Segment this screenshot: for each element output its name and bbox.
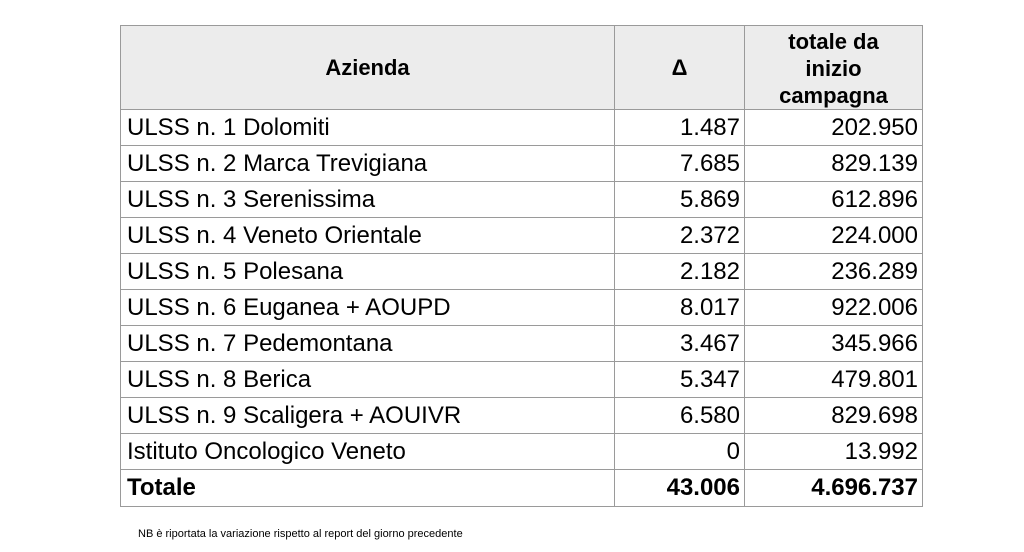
table-row <box>121 218 923 254</box>
row-name: ULSS n. 2 Marca Trevigiana <box>121 146 615 182</box>
row-total: 13.992 <box>745 434 923 470</box>
row-name: ULSS n. 7 Pedemontana <box>121 326 615 362</box>
row-name: ULSS n. 9 Scaligera + AOUIVR <box>121 398 615 434</box>
row-delta: 2.372 <box>615 218 745 254</box>
row-total: 612.896 <box>745 182 923 218</box>
row-delta: 7.685 <box>615 146 745 182</box>
vaccination-table <box>120 25 923 507</box>
table-row <box>121 146 923 182</box>
total-campaign: 4.696.737 <box>745 470 923 507</box>
row-delta: 6.580 <box>615 398 745 434</box>
table-total-row <box>121 470 923 507</box>
table-row <box>121 326 923 362</box>
header-total-campaign-label: totale da inizio campagna <box>779 29 888 108</box>
row-name: ULSS n. 6 Euganea + AOUPD <box>121 290 615 326</box>
table-row <box>121 182 923 218</box>
table-row <box>121 362 923 398</box>
row-delta: 1.487 <box>615 110 745 146</box>
table-row <box>121 434 923 470</box>
row-name: ULSS n. 4 Veneto Orientale <box>121 218 615 254</box>
row-total: 236.289 <box>745 254 923 290</box>
header-delta: Δ <box>615 26 745 110</box>
row-total: 829.139 <box>745 146 923 182</box>
row-name: Istituto Oncologico Veneto <box>121 434 615 470</box>
row-total: 202.950 <box>745 110 923 146</box>
header-azienda: Azienda <box>121 26 615 110</box>
row-name: ULSS n. 1 Dolomiti <box>121 110 615 146</box>
row-total: 479.801 <box>745 362 923 398</box>
row-delta: 5.347 <box>615 362 745 398</box>
table-row <box>121 254 923 290</box>
total-label: Totale <box>121 470 615 507</box>
row-total: 829.698 <box>745 398 923 434</box>
table-row <box>121 290 923 326</box>
row-name: ULSS n. 3 Serenissima <box>121 182 615 218</box>
row-total: 224.000 <box>745 218 923 254</box>
row-delta: 8.017 <box>615 290 745 326</box>
header-total-campaign <box>745 26 923 110</box>
row-delta: 2.182 <box>615 254 745 290</box>
row-delta: 0 <box>615 434 745 470</box>
row-total: 922.006 <box>745 290 923 326</box>
table-header-row <box>121 26 923 110</box>
footnote: NB è riportata la variazione rispetto al report del giorno precedente <box>138 528 463 540</box>
row-name: ULSS n. 5 Polesana <box>121 254 615 290</box>
table-row <box>121 398 923 434</box>
total-delta: 43.006 <box>615 470 745 507</box>
row-delta: 5.869 <box>615 182 745 218</box>
table-row <box>121 110 923 146</box>
row-delta: 3.467 <box>615 326 745 362</box>
row-name: ULSS n. 8 Berica <box>121 362 615 398</box>
vaccination-table-container <box>120 25 922 507</box>
row-total: 345.966 <box>745 326 923 362</box>
